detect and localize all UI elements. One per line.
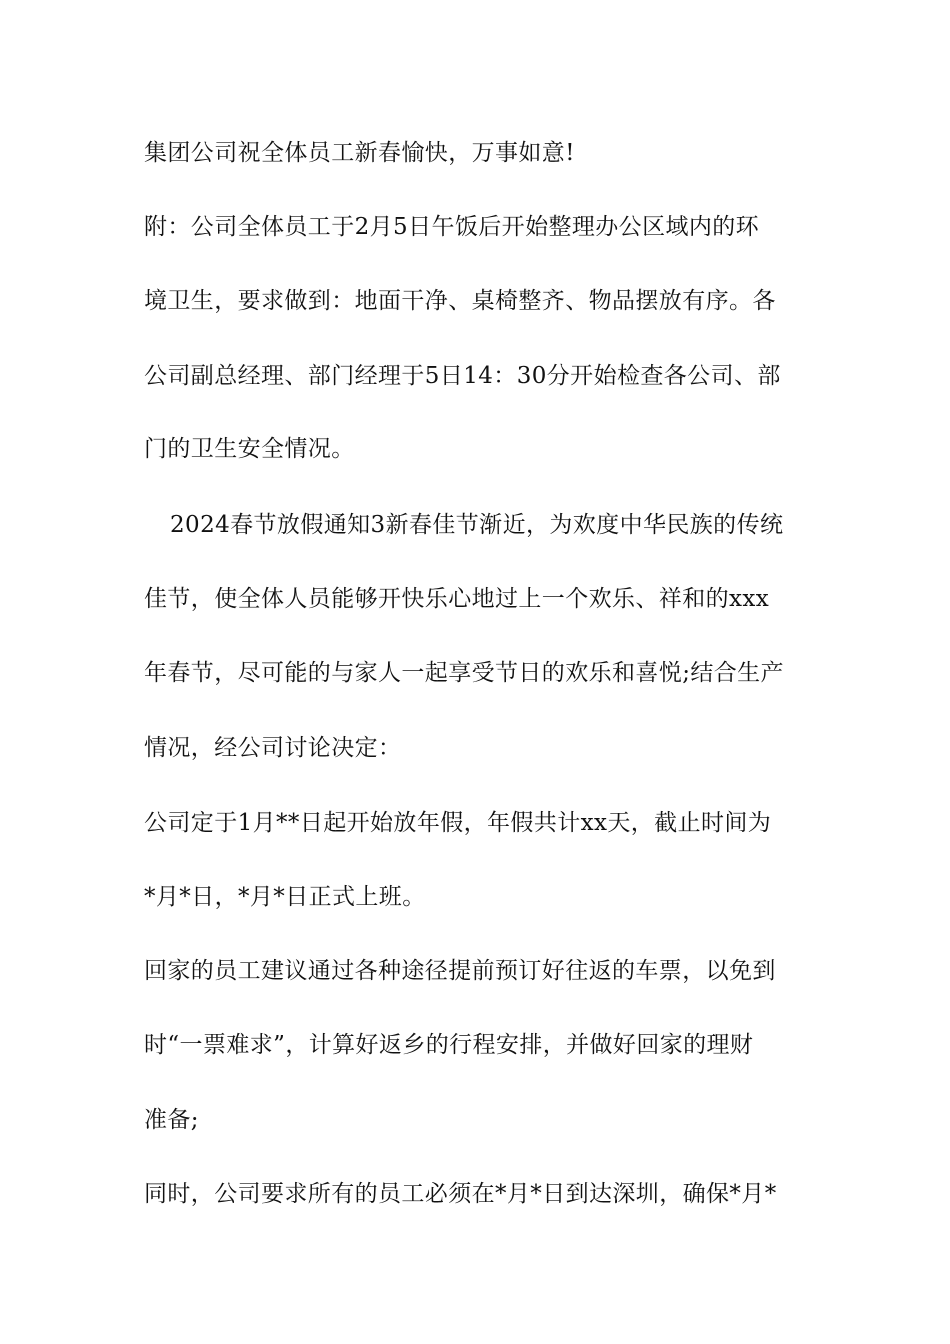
text-line-11: *月*日，*月*日正式上班。 [144,884,426,910]
text-line-10: 公司定于1月**日起开始放年假，年假共计xx天，截止时间为 [144,810,772,836]
text-line-7: 佳节，使全体人员能够开快乐心地过上一个欢乐、祥和的xxx [144,586,770,612]
text-line-6: 2024春节放假通知3新春佳节渐近，为欢度中华民族的传统 [170,512,784,538]
text-line-14: 准备; [144,1107,199,1133]
text-line-12: 回家的员工建议通过各种途径提前预订好往返的车票，以免到 [144,958,776,984]
text-line-15: 同时，公司要求所有的员工必须在*月*日到达深圳，确保*月* [144,1181,777,1207]
text-line-2: 附：公司全体员工于2月5日午饭后开始整理办公区域内的环 [144,214,760,240]
text-line-1: 集团公司祝全体员工新春愉快，万事如意! [144,140,575,166]
text-line-9: 情况，经公司讨论决定： [144,735,402,761]
text-line-8: 年春节，尽可能的与家人一起享受节日的欢乐和喜悦;结合生产 [144,660,784,686]
text-line-5: 门的卫生安全情况。 [144,436,355,462]
text-line-4: 公司副总经理、部门经理于5日14：30分开始检查各公司、部 [144,363,781,389]
text-line-3: 境卫生，要求做到：地面干净、桌椅整齐、物品摆放有序。各 [144,288,776,314]
text-line-13: 时“一票难求”，计算好返乡的行程安排，并做好回家的理财 [144,1032,754,1058]
